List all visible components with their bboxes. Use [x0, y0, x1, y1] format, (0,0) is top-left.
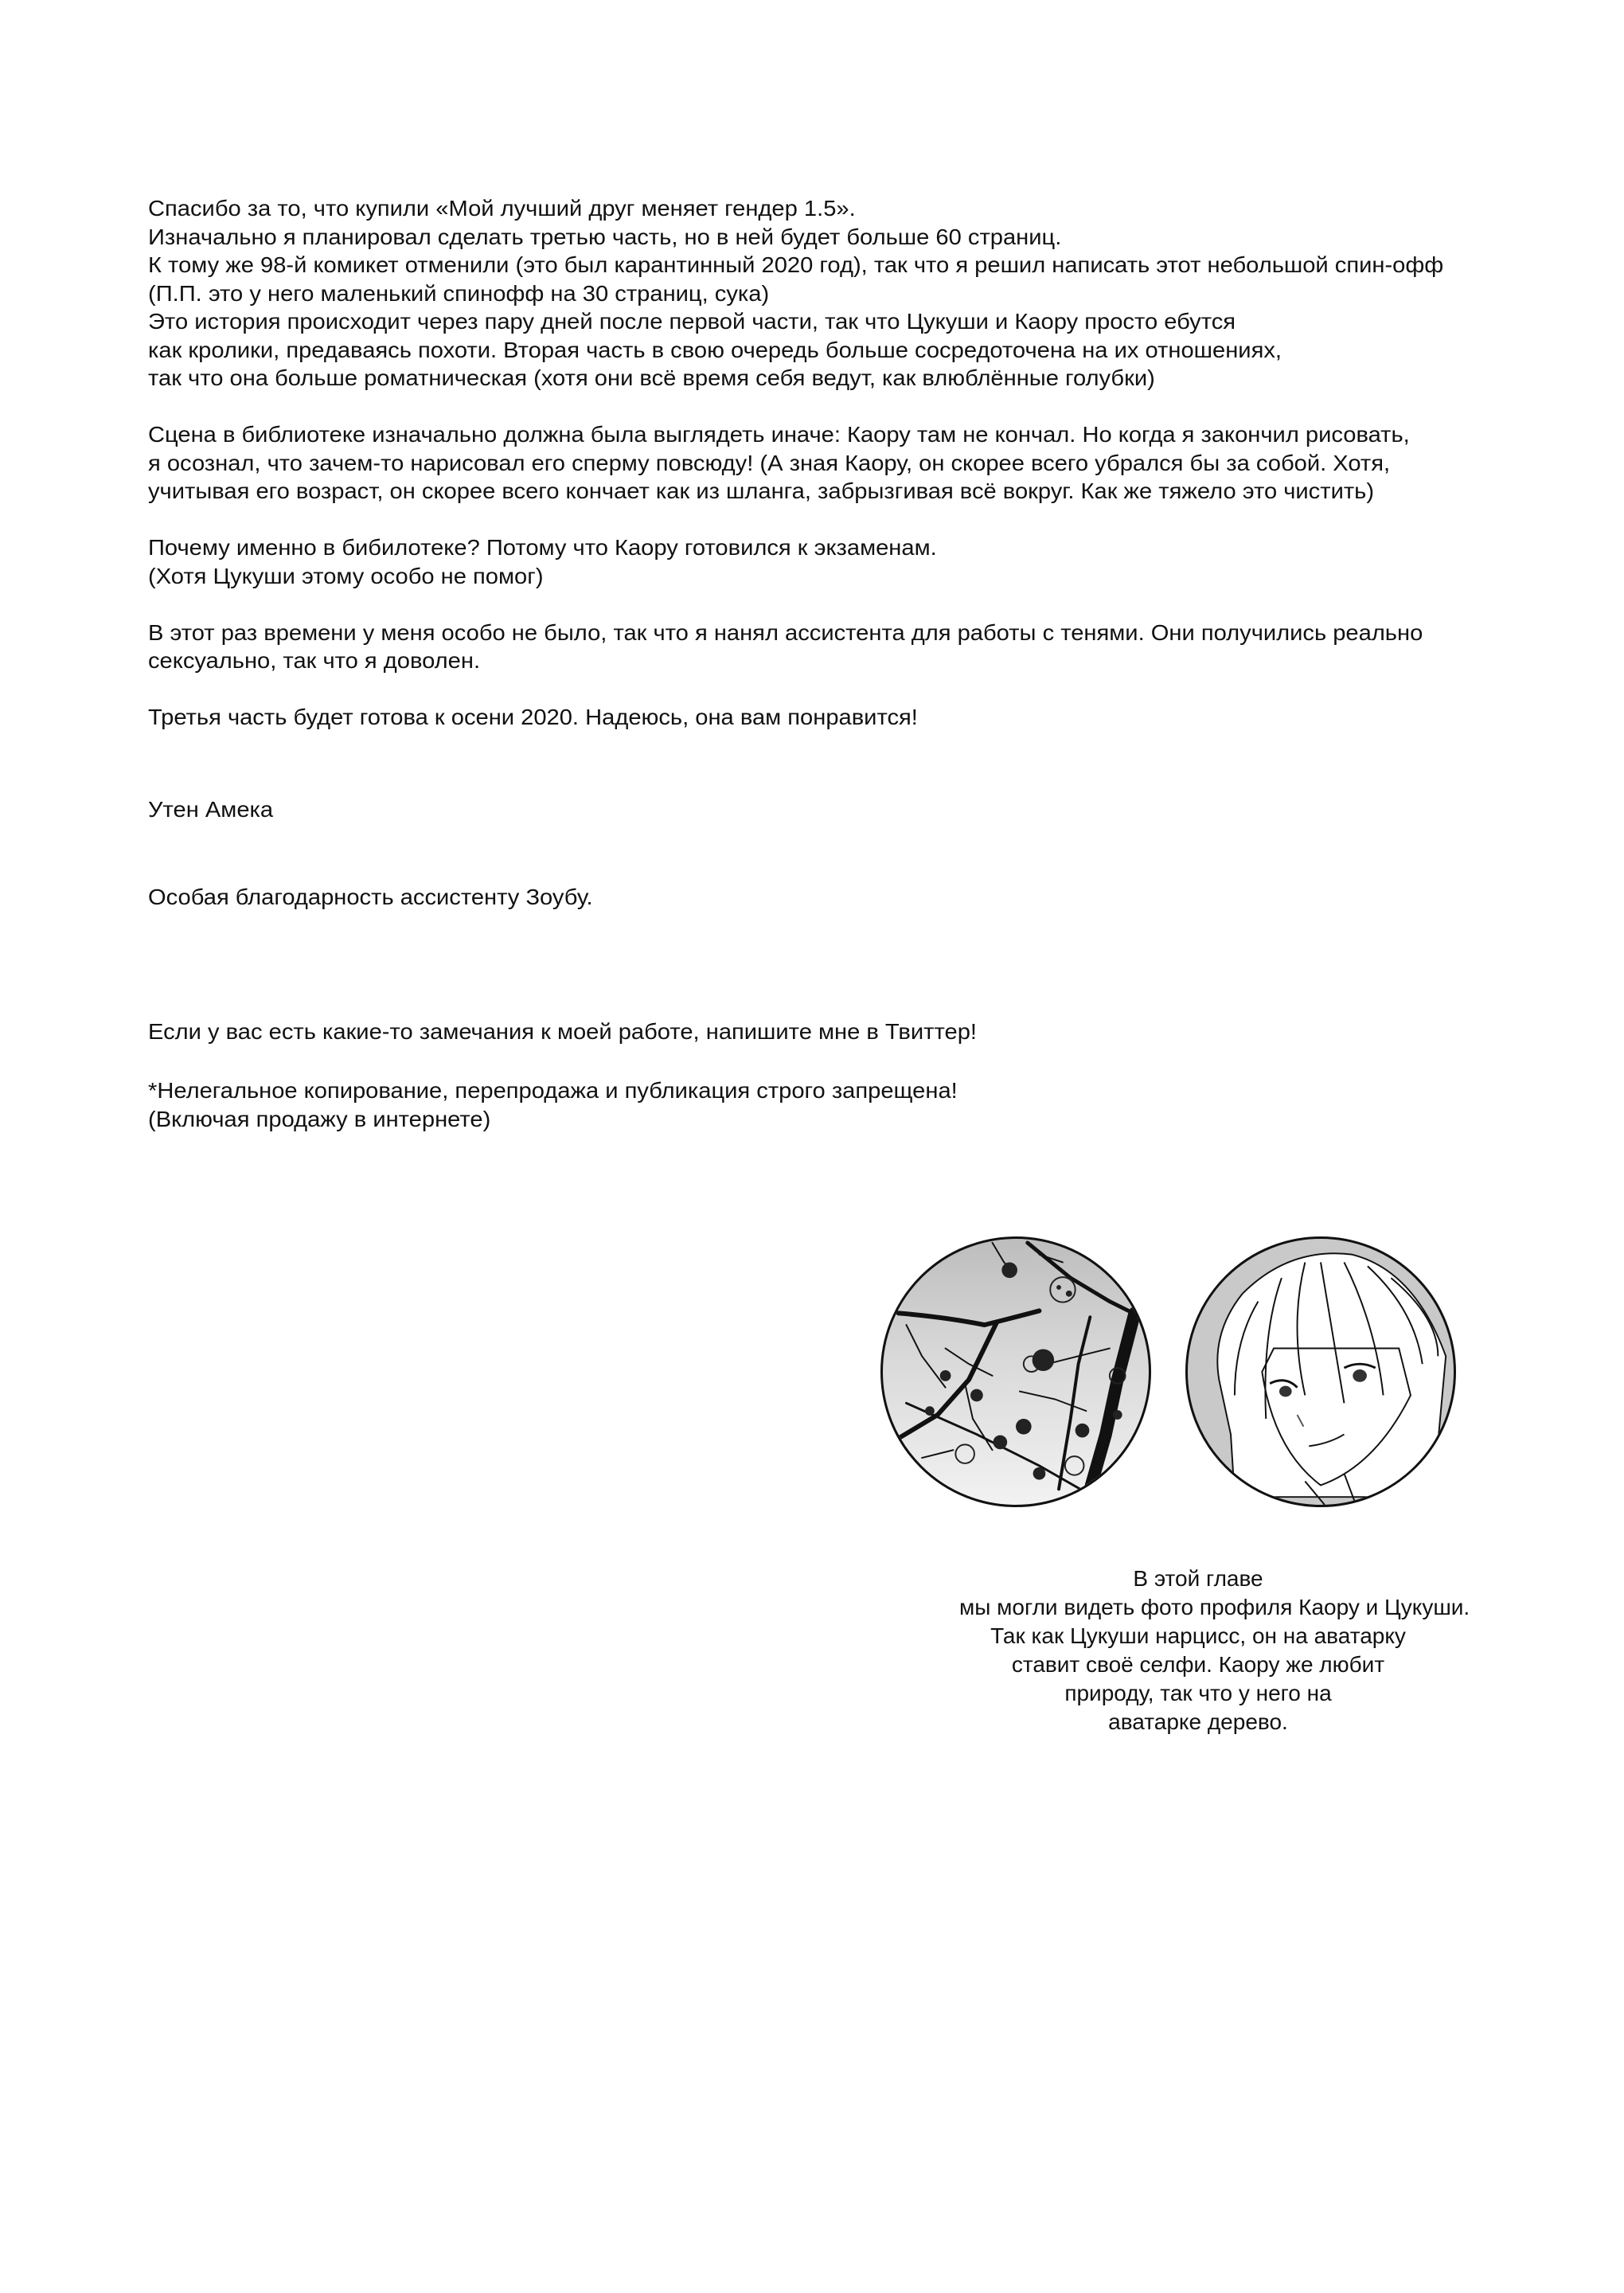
text-line: Почему именно в бибилотеке? Потому что Каору готовился к экзаменам. — [148, 535, 937, 560]
text-line: Спасибо за то, что купили «Мой лучший друг меняет гендер 1.5». — [148, 196, 856, 221]
branch — [899, 1311, 1040, 1325]
paragraph-why-library — [148, 533, 1517, 590]
twig — [922, 1450, 953, 1458]
paragraph-next-part — [148, 703, 1517, 732]
text-line: сексуально, так что я доволен. — [148, 648, 481, 673]
caption-line: аватарке дерево. — [1108, 1709, 1288, 1734]
text-line: К тому же 98-й комикет отменили (это был карантинный 2020 год), так что я решил написать этот небольшой спин-офф — [148, 252, 1444, 277]
special-thanks — [148, 883, 593, 912]
selfie-portrait-avatar-icon — [1185, 1236, 1456, 1507]
caption-line: ставит своё селфи. Каору же любит — [1011, 1652, 1385, 1677]
paragraph-intro — [148, 194, 1517, 393]
text-line: (Хотя Цукуши этому особо не помог) — [148, 563, 544, 588]
contact-text: Если у вас есть какие-то замечания к моей работе, напишите мне в Твиттер! — [148, 1019, 978, 1044]
tree-branches-illustration — [883, 1239, 1149, 1505]
text-line: Это история происходит через пару дней после первой части, так что Цукуши и Каору просто ебутся — [148, 309, 1236, 334]
contact-note — [148, 1018, 978, 1046]
caption-line: мы могли видеть фото профиля Каору и Цукуши. — [959, 1595, 1470, 1619]
text-line: я осознал, что зачем-то нарисовал его сперму повсюду! (А зная Каору, он скорее всего убрался бы за собой. Хотя, — [148, 450, 1391, 475]
tree-branches-avatar-icon — [880, 1236, 1151, 1507]
caption-line: В этой главе — [1133, 1566, 1263, 1591]
text-line: (П.П. это у него маленький спинофф на 30 страниц, сука) — [148, 280, 770, 306]
trunk — [1090, 1313, 1134, 1489]
paragraph-assistant — [148, 619, 1517, 675]
legal-line: *Нелегальное копирование, перепродажа и публикация строго запрещена! — [148, 1078, 958, 1103]
paragraph-library-scene — [148, 420, 1517, 506]
text-line: В этот раз времени у меня особо не было, так что я нанял ассистента для работы с тенями. Они получились реально — [148, 619, 1423, 645]
afterword-body — [148, 194, 1517, 732]
caption-line: природу, так что у него на — [1064, 1681, 1332, 1705]
portrait-illustration — [1188, 1239, 1454, 1505]
text-line: как кролики, предаваясь похоти. Вторая часть в свою очередь больше сосредоточена на их отношениях, — [148, 337, 1282, 362]
twig — [946, 1349, 993, 1376]
text-line: Третья часть будет готова к осени 2020. Надеюсь, она вам понравится! — [148, 705, 918, 729]
legal-notice — [148, 1076, 958, 1133]
avatar-caption — [959, 1564, 1470, 1736]
thanks-text: Особая благодарность ассистенту Зоубу. — [148, 885, 593, 909]
signature-text: Утен Амека — [148, 797, 274, 822]
legal-line: (Включая продажу в интернете) — [148, 1106, 491, 1131]
text-line: так что она больше роматническая (хотя они всё время себя ведут, как влюблённые голубки) — [148, 365, 1155, 390]
text-line: учитывая его возраст, он скорее всего кончает как из шланга, забрызгивая всё вокруг. Как же тяжело это чистить) — [148, 479, 1375, 503]
twig — [906, 1325, 945, 1388]
text-line: Изначально я планировал сделать третью часть, но в ней будет больше 60 страниц. — [148, 224, 1062, 249]
author-signature — [148, 795, 274, 824]
branch — [1028, 1243, 1141, 1317]
caption-line: Так как Цукуши нарцисс, он на аватарку — [990, 1623, 1406, 1648]
text-line: Сцена в библиотеке изначально должна была выглядеть иначе: Каору там не кончал. Но когда я закончил рисовать, — [148, 422, 1410, 447]
twig — [1020, 1392, 1087, 1412]
